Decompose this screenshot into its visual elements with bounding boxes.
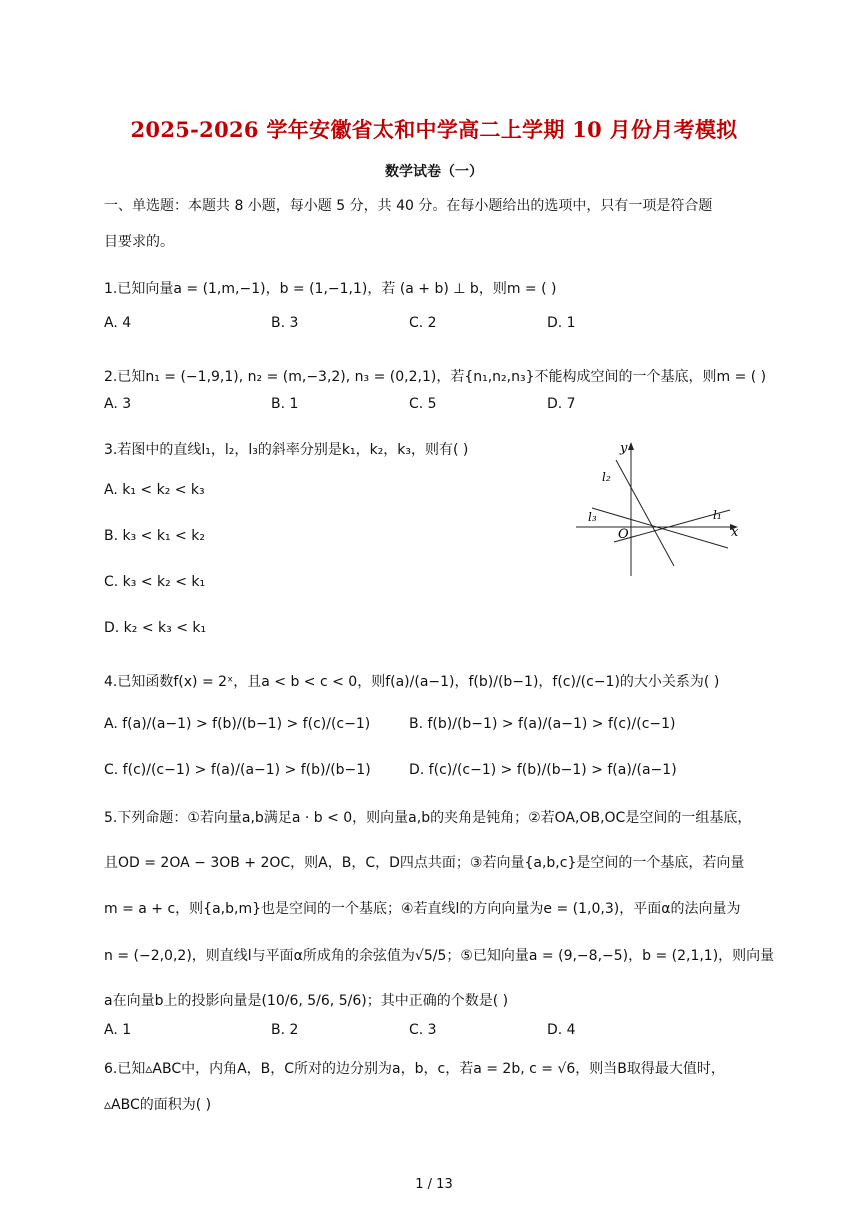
question-5-option-b[interactable]: B. 2 xyxy=(271,1022,299,1038)
question-6-line1: 6.已知▵ABC中，内角A，B，C所对的边分别为a，b，c，若a = 2b, c = √6，则当B取得最大值时， xyxy=(104,1061,725,1077)
x-axis-label: x xyxy=(731,525,739,540)
section-instructions-line1: 一、单选题：本题共 8 小题，每小题 5 分，共 40 分。在每小题给出的选项中，只有一项是符合题 xyxy=(104,198,713,214)
question-3-option-b[interactable]: B. k₃ < k₁ < k₂ xyxy=(104,528,205,544)
question-5-option-c[interactable]: C. 3 xyxy=(409,1022,437,1038)
question-4-option-d[interactable]: D. f(c)/(c−1) > f(b)/(b−1) > f(a)/(a−1) xyxy=(409,762,677,778)
question-5-option-a[interactable]: A. 1 xyxy=(104,1022,132,1038)
question-2-text: 2.已知n₁ = (−1,9,1), n₂ = (m,−3,2), n₃ = (0,2,1)，若{n₁,n₂,n₃}不能构成空间的一个基底，则m = ( ) xyxy=(104,369,767,385)
page-title: 2025-2026 学年安徽省太和中学高二上学期 10 月份月考模拟 xyxy=(130,117,738,142)
question-2-option-d[interactable]: D. 7 xyxy=(547,396,576,412)
question-1-text: 1.已知向量a = (1,m,−1)，b = (1,−1,1)，若 (a + b) ⊥ b，则m = ( ) xyxy=(104,281,557,297)
y-axis-label: y xyxy=(620,441,628,456)
question-5-line5: a在向量b上的投影向量是(10/6, 5/6, 5/6)；其中正确的个数是( ) xyxy=(104,993,509,1009)
question-4-option-b[interactable]: B. f(b)/(b−1) > f(a)/(a−1) > f(c)/(c−1) xyxy=(409,716,676,732)
question-5-line3: m = a + c，则{a,b,m}也是空间的一个基底；④若直线l的方向向量为e = (1,0,3)，平面α的法向量为 xyxy=(104,901,741,917)
y-axis-arrow xyxy=(628,442,634,450)
question-2-option-c[interactable]: C. 5 xyxy=(409,396,437,412)
question-2-option-a[interactable]: A. 3 xyxy=(104,396,132,412)
line-l2 xyxy=(616,460,674,566)
section-instructions-line2: 目要求的。 xyxy=(104,234,174,250)
question-5-line4: n = (−2,0,2)，则直线l与平面α所成角的余弦值为√5/5；⑤已知向量a = (9,−8,−5)，b = (2,1,1)，则向量 xyxy=(104,948,775,964)
question-4-option-c[interactable]: C. f(c)/(c−1) > f(a)/(a−1) > f(b)/(b−1) xyxy=(104,762,371,778)
question-5-line1: 5.下列命题：①若向量a,b满足a · b < 0，则向量a,b的夹角是钝角；②若OA,OB,OC是空间的一组基底， xyxy=(104,810,752,826)
line-l3 xyxy=(592,508,728,548)
l3-label: l₃ xyxy=(588,510,597,524)
question-1-option-b[interactable]: B. 3 xyxy=(271,315,299,331)
l1-label: l₁ xyxy=(713,508,722,522)
l2-label: l₂ xyxy=(602,470,611,484)
question-3-option-d[interactable]: D. k₂ < k₃ < k₁ xyxy=(104,620,207,636)
question-1-option-c[interactable]: C. 2 xyxy=(409,315,437,331)
question-1-option-a[interactable]: A. 4 xyxy=(104,315,132,331)
question-3-option-c[interactable]: C. k₃ < k₂ < k₁ xyxy=(104,574,206,590)
question-3-figure xyxy=(568,436,748,581)
question-5-option-d[interactable]: D. 4 xyxy=(547,1022,576,1038)
question-4-text: 4.已知函数f(x) = 2ˣ，且a < b < c < 0，则f(a)/(a−1)，f(b)/(b−1)，f(c)/(c−1)的大小关系为( ) xyxy=(104,674,720,690)
origin-label: O xyxy=(618,527,629,542)
question-6-line2: ▵ABC的面积为( ) xyxy=(104,1097,212,1113)
question-3-text: 3.若图中的直线l₁，l₂，l₃的斜率分别是k₁，k₂，k₃，则有( ) xyxy=(104,442,469,458)
page-subtitle: 数学试卷（一） xyxy=(385,164,483,180)
question-5-line2: 且OD = 2OA − 3OB + 2OC，则A，B，C，D四点共面；③若向量{a,b,c}是空间的一个基底，若向量 xyxy=(104,855,745,871)
question-4-option-a[interactable]: A. f(a)/(a−1) > f(b)/(b−1) > f(c)/(c−1) xyxy=(104,716,371,732)
question-3-option-a[interactable]: A. k₁ < k₂ < k₃ xyxy=(104,482,205,498)
question-2-option-b[interactable]: B. 1 xyxy=(271,396,299,412)
page-number: 1 / 13 xyxy=(415,1177,453,1192)
question-1-option-d[interactable]: D. 1 xyxy=(547,315,576,331)
